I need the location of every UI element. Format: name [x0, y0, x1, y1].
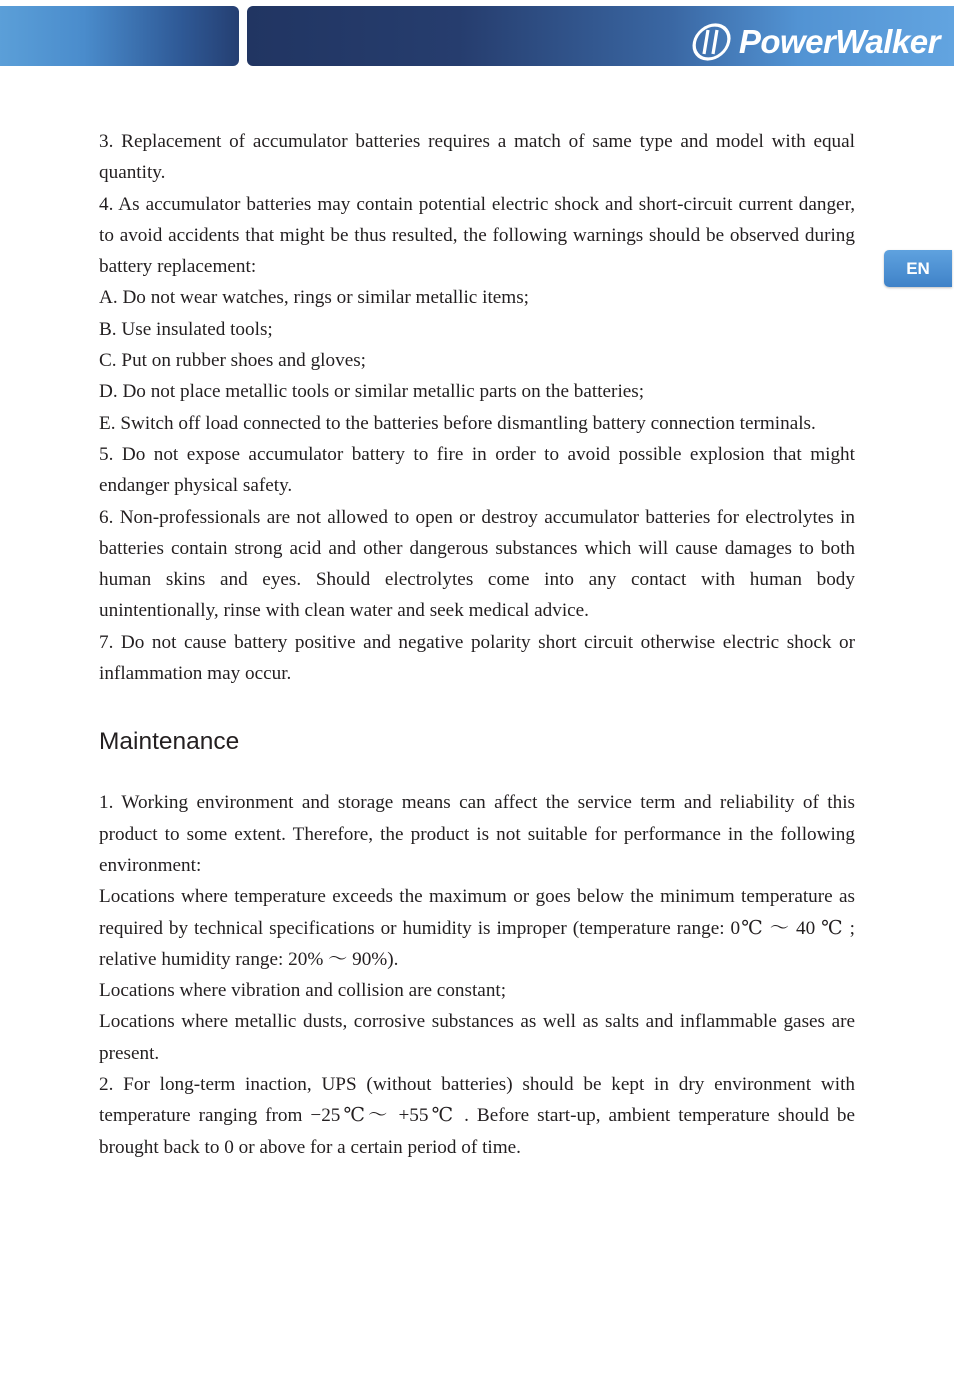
paragraph: Locations where temperature exceeds the maximum or goes below the minimum temperature as required by technical specifications or humidity is improper (temperature range: 0℃ ～ 40 ℃ ; relative humidity range: 20% ～ 90%).	[99, 886, 855, 970]
list-item: C. Put on rubber shoes and gloves;	[99, 350, 367, 372]
paragraph: 2. For long-term inaction, UPS (without batteries) should be kept in dry environment with temperature ranging from −25℃～ +55℃ . Before start-up, ambient temperature should be brought back to 0 or above for a certain period of time.	[99, 1074, 855, 1158]
header-band-left	[0, 6, 239, 66]
brand-name: PowerWalker	[738, 23, 940, 60]
header-band-right	[247, 6, 954, 66]
paragraph: Locations where vibration and collision are constant;	[99, 980, 507, 1002]
brand-logo	[691, 14, 940, 70]
paragraph: 6. Non-professionals are not allowed to open or destroy accumulator batteries for electrolytes in batteries contain strong acid and other dangerous substances which will cause damages to both human skins and eyes. Should electrolytes come into any contact with human body unintentionally, rinse with clean water and seek medical advice.	[99, 506, 855, 622]
list-item: B. Use insulated tools;	[99, 318, 273, 340]
paragraph: 7. Do not cause battery positive and negative polarity short circuit otherwise electric shock or inflammation may occur.	[99, 631, 855, 685]
paragraph: Locations where metallic dusts, corrosive substances as well as salts and inflammable gases are present.	[99, 1011, 855, 1064]
battery-section	[99, 126, 855, 689]
language-tab-en[interactable]: EN	[884, 250, 952, 287]
maintenance-section	[99, 787, 855, 1163]
paragraph: 5. Do not expose accumulator battery to fire in order to avoid possible explosion that might endanger physical safety.	[99, 443, 855, 497]
list-item: A. Do not wear watches, rings or similar metallic items;	[99, 287, 530, 309]
powerwalker-logo-icon	[691, 21, 733, 63]
paragraph: 3. Replacement of accumulator batteries requires a match of same type and model with equal quantity.	[99, 131, 855, 184]
list-item: D. Do not place metallic tools or similar metallic parts on the batteries;	[99, 381, 645, 403]
paragraph: 1. Working environment and storage means can affect the service term and reliability of this product to some extent. Therefore, the product is not suitable for performance in the following environment:	[99, 792, 855, 876]
document-body	[99, 126, 855, 1163]
list-item: E. Switch off load connected to the batteries before dismantling battery connection terminals.	[99, 412, 816, 434]
maintenance-heading: Maintenance	[99, 728, 240, 756]
paragraph: 4. As accumulator batteries may contain potential electric shock and short-circuit current danger, to avoid accidents that might be thus resulted, the following warnings should be observed during battery replacement:	[99, 193, 855, 278]
